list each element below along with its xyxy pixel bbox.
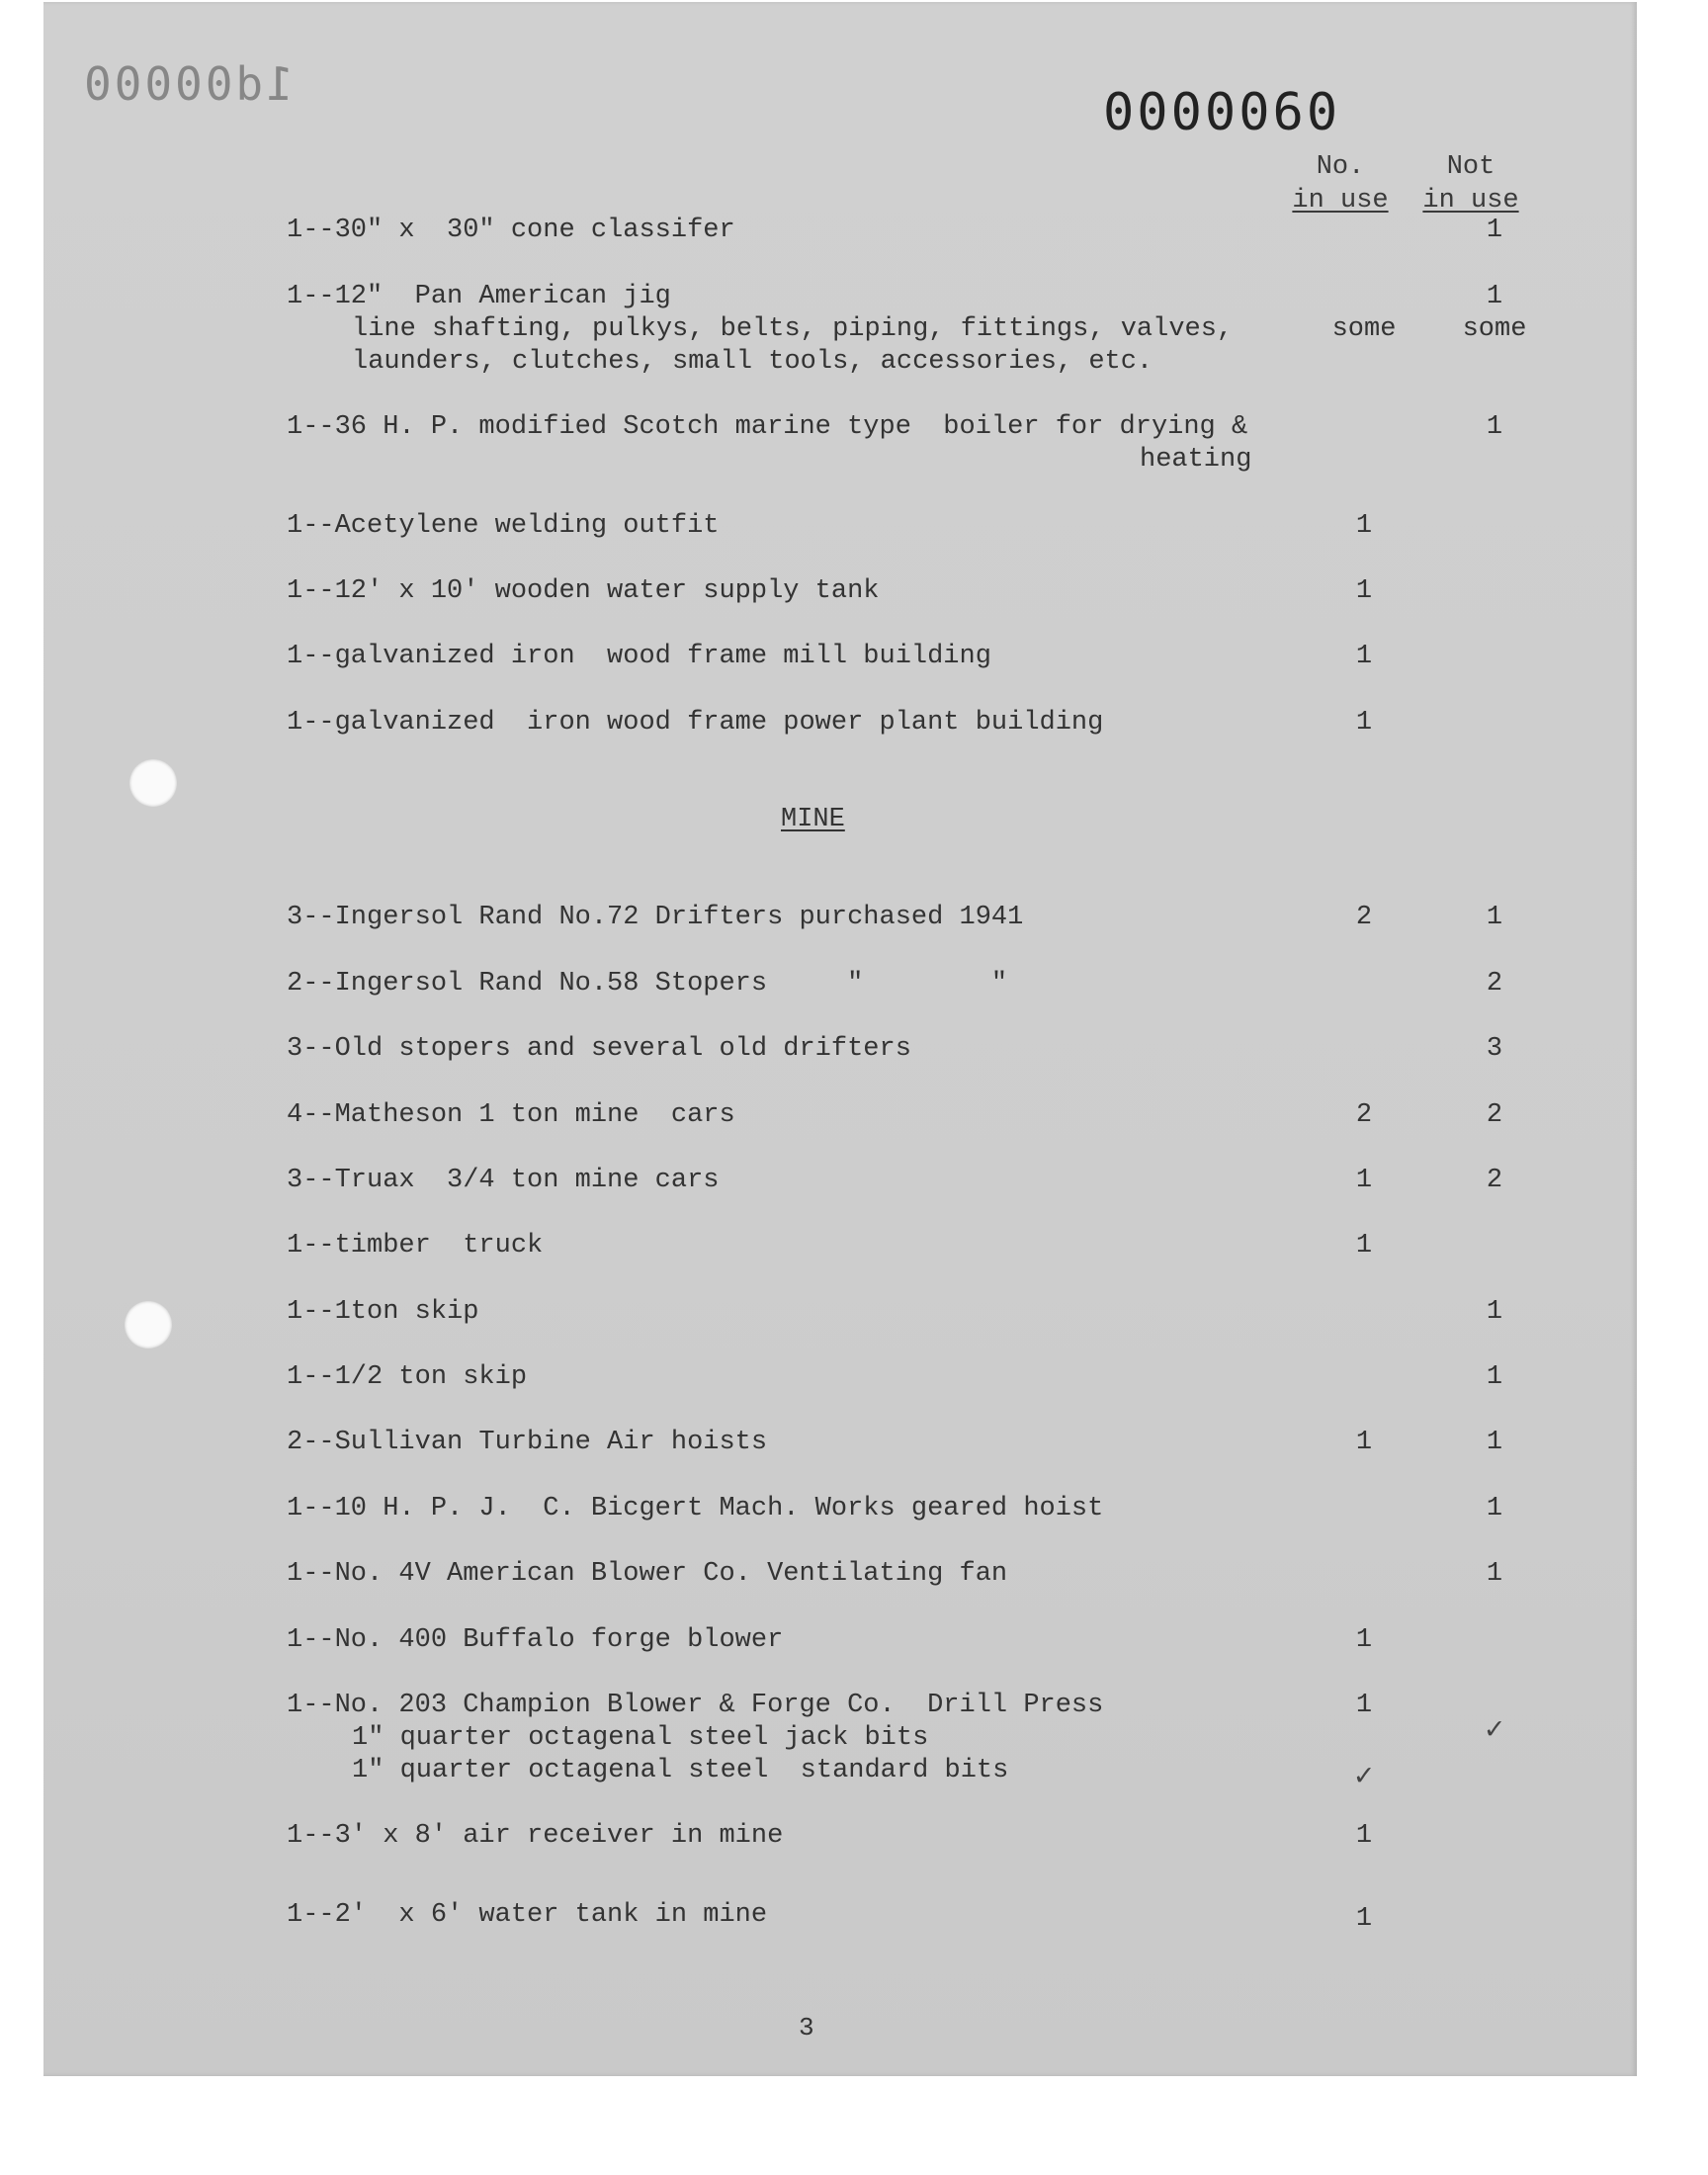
column-header-not-in-use-line2: in use — [1422, 186, 1519, 216]
item-text: launders, clutches, small tools, accessories, etc. — [352, 347, 1153, 377]
item-text: 1--galvanized iron wood frame mill building — [287, 642, 991, 671]
item-in-use: 1 — [1355, 576, 1373, 606]
column-header-in-use-line1: No. — [1316, 152, 1365, 182]
mine-item-text: 1--10 H. P. J. C. Bicgert Mach. Works geared hoist — [287, 1494, 1104, 1523]
mine-item-text: 2--Ingersol Rand No.58 Stopers " " — [287, 969, 1008, 999]
item-text: line shafting, pulkys, belts, piping, fittings, valves, — [352, 314, 1234, 344]
mine-item-in-use: 1 — [1355, 1231, 1373, 1261]
mine-item-text: 1--No. 400 Buffalo forge blower — [287, 1625, 784, 1655]
mine-item-not-in-use: 1 — [1486, 1494, 1503, 1523]
mine-item-text: 3--Old stopers and several old drifters — [287, 1034, 911, 1064]
check-mark-not-in-use: ✓ — [1483, 1714, 1506, 1745]
mine-item-in-use: 2 — [1355, 1100, 1373, 1130]
mine-item-not-in-use: 3 — [1486, 1034, 1503, 1064]
item-text: 1--30" x 30" cone classifer — [287, 216, 735, 245]
item-in-use: 1 — [1355, 511, 1373, 541]
punch-hole-top — [129, 759, 177, 807]
bates-stamp: 0000060 — [1103, 83, 1341, 142]
mine-item-not-in-use: 2 — [1486, 1100, 1503, 1130]
mine-item-text: 1--1ton skip — [287, 1297, 479, 1327]
mine-item-text: 1--timber truck — [287, 1231, 544, 1261]
mine-item-text: 1--No. 203 Champion Blower & Forge Co. Drill Press — [287, 1691, 1104, 1720]
item-text: 1--Acetylene welding outfit — [287, 511, 720, 541]
mine-item-not-in-use: 2 — [1486, 1166, 1503, 1195]
mine-item-text: 4--Matheson 1 ton mine cars — [287, 1100, 735, 1130]
item-in-use: 1 — [1355, 642, 1373, 671]
mine-item-in-use: 1 — [1355, 1166, 1373, 1195]
mine-item-text: 1" quarter octagenal steel standard bits — [352, 1756, 1009, 1785]
item-not-in-use: some — [1462, 314, 1527, 344]
item-not-in-use: 1 — [1486, 412, 1503, 442]
section-title: MINE — [781, 805, 845, 834]
mine-item-text: 1--2' x 6' water tank in mine — [287, 1900, 768, 1930]
mine-item-in-use: 1 — [1355, 1691, 1373, 1720]
mine-item-not-in-use: 1 — [1486, 1362, 1503, 1392]
check-mark-in-use: ✓ — [1352, 1761, 1376, 1791]
item-text: 1--12" Pan American jig — [287, 282, 671, 311]
item-in-use: some — [1331, 314, 1397, 344]
mine-item-not-in-use: 1 — [1486, 1428, 1503, 1457]
column-header-not-in-use — [1411, 150, 1530, 218]
item-text: 1--12' x 10' wooden water supply tank — [287, 576, 880, 606]
mine-item-not-in-use: 1 — [1486, 1559, 1503, 1589]
bates-stamp-mirrored: 1d00000 — [81, 57, 294, 111]
mine-item-text: 3--Truax 3/4 ton mine cars — [287, 1166, 720, 1195]
mine-item-text: 3--Ingersol Rand No.72 Drifters purchased 1941 — [287, 903, 1024, 932]
mine-item-in-use: 1 — [1355, 1428, 1373, 1457]
item-in-use: 1 — [1355, 708, 1373, 738]
mine-item-not-in-use: 1 — [1486, 903, 1503, 932]
mine-item-in-use: 1 — [1355, 1821, 1373, 1851]
mine-item-text: 2--Sullivan Turbine Air hoists — [287, 1428, 768, 1457]
mine-item-not-in-use: 2 — [1486, 969, 1503, 999]
punch-hole-bottom — [125, 1301, 172, 1348]
column-header-in-use — [1281, 150, 1400, 218]
item-text-continuation: heating — [1140, 445, 1252, 475]
mine-item-text: 1--No. 4V American Blower Co. Ventilating fan — [287, 1559, 1008, 1589]
mine-item-in-use: 1 — [1355, 1904, 1373, 1934]
column-header-not-in-use-line1: Not — [1446, 152, 1495, 182]
mine-item-in-use: 2 — [1355, 903, 1373, 932]
column-header-in-use-line2: in use — [1292, 186, 1389, 216]
item-not-in-use: 1 — [1486, 216, 1503, 245]
mine-item-text: 1--3' x 8' air receiver in mine — [287, 1821, 784, 1851]
mine-item-not-in-use: 1 — [1486, 1297, 1503, 1327]
item-text: 1--36 H. P. modified Scotch marine type boiler for drying & — [287, 412, 1248, 442]
mine-item-text: 1" quarter octagenal steel jack bits — [352, 1723, 929, 1753]
mine-item-text: 1--1/2 ton skip — [287, 1362, 528, 1392]
mine-item-in-use: 1 — [1355, 1625, 1373, 1655]
item-text: 1--galvanized iron wood frame power plant building — [287, 708, 1104, 738]
item-not-in-use: 1 — [1486, 282, 1503, 311]
page-number: 3 — [799, 2013, 814, 2043]
